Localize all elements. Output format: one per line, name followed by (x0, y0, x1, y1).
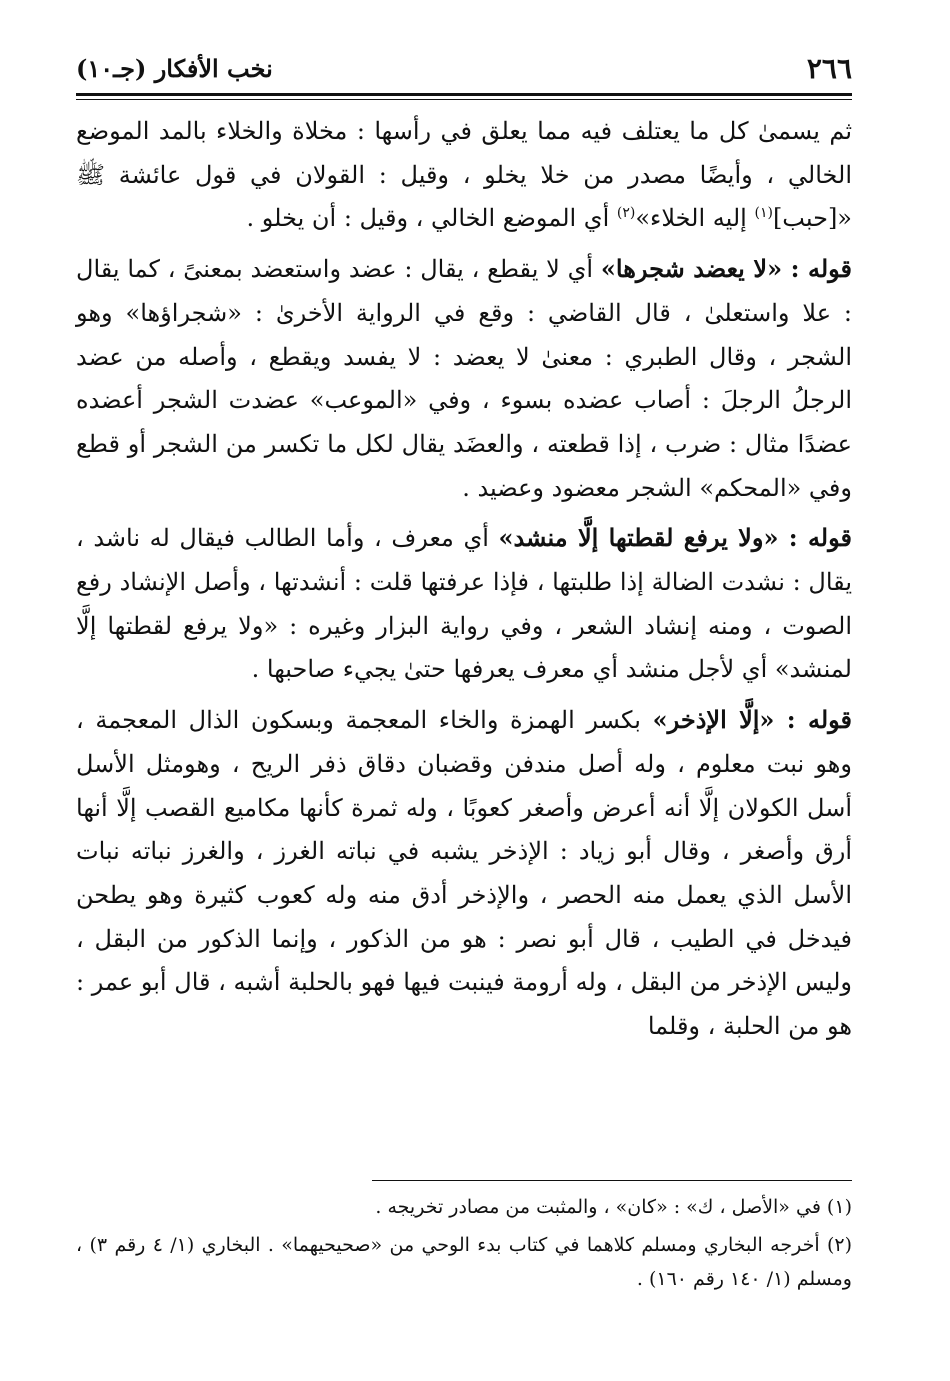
paragraph-text: أي معرف ، وأما الطالب فيقال له ناشد ، يقال : نشدت الضالة إذا طلبتها ، فإذا عرفتها قلت : أنشدتها ، وأصل الإنشاد رفع الصوت ، ومنه إنشاد الشعر ، وفي رواية البزار وغيره : «ولا يرفع لقطتها إلَّا لمنشد» أي لأجل منشد أي معرف يعرفها حتىٰ يجيء صاحبها . (76, 524, 852, 684)
paragraph-text: ثم يسمىٰ كل ما يعتلف فيه مما يعلق في رأسها : مخلاة والخلاء بالمد الموضع الخالي ، وأيضًا مصدر من خلا يخلو ، وقيل : القولان في قول عائشة ﷺ «[حبب] (76, 117, 852, 233)
paragraph-1 (76, 110, 852, 241)
paragraph-text: أي الموضع الخالي ، وقيل : أن يخلو . (246, 204, 617, 233)
header-rule-thin (76, 99, 852, 100)
header-rule (76, 93, 852, 96)
paragraph-text: إليه الخلاء» (635, 204, 755, 233)
footnote-1: (١) في «الأصل ، ك» : «كان» ، والمثبت من مصادر تخريجه . (375, 1196, 852, 1218)
paragraph-lead: قوله : «لا يعضد شجرها» (600, 254, 852, 284)
paragraph-2 (76, 247, 852, 510)
footnote-ref-2: (٢) (616, 205, 636, 222)
page-header (76, 46, 852, 90)
paragraph-lead: قوله : «إلَّا الإذخر» (652, 705, 853, 735)
paragraph-text: أي لا يقطع ، يقال : عضد واستعضد بمعنىً ، كما يقال : علا واستعلىٰ ، قال القاضي : وقع في الرواية الأخرىٰ : «شجراؤها» وهو الشجر ، وقال الطبري : معنىٰ لا يعضد : لا يفسد ويقطع ، وأصله من عضد الرجلُ الرجلَ : أصاب عضده بسوء ، وفي «الموعب» عضدت الشجر أعضده عضدًا مثال : ضرب ، إذا قطعته ، والعضَد يقال لكل ما تكسر من الشجر أو قطع وفي «المحكم» الشجر معضود وعضيد . (76, 255, 852, 502)
paragraph-4 (76, 698, 852, 1049)
paragraph-lead: قوله : «ولا يرفع لقطتها إلَّا منشد» (498, 523, 852, 553)
footnotes (76, 1190, 852, 1300)
paragraph-text: بكسر الهمزة والخاء المعجمة وبسكون الذال المعجمة ، وهو نبت معلوم ، وله أصل مندفن وقضبان دقاق ذفر الريح ، وهومثل الأسل أسل الكولان إلَّا أنه أعرض وأصغر كعوبًا ، وله ثمرة كأنها مكاميع القصب إلَّا أنها أرق وأصغر ، وقال أبو زياد : الإذخر يشبه في نباته الغرز ، والغرز نباته نبات الأسل الذي يعمل منه الحصر ، والإذخر أدق منه وله كعوب كثيرة وهو يطحن فيدخل في الطيب ، قال أبو نصر : هو من الذكور ، وإنما الذكور من البقل ، وليس الإذخر من البقل ، وله أرومة فينبت فيها فهو بالحلبة أشبه ، قال أبو عمر : هو من الحلبة ، وقلما (76, 706, 853, 1041)
running-title: نخب الأفكار (جـ١٠) (76, 53, 273, 83)
footnote-2: (٢) أخرجه البخاري ومسلم كلاهما في كتاب بدء الوحي من «صحيحيهما» . البخاري (١/ ٤ رقم ٣) ، ومسلم (١/ ١٤٠ رقم ١٦٠) . (76, 1234, 852, 1290)
footnote-separator (372, 1180, 852, 1181)
footnote-ref-1: (١) (754, 205, 773, 222)
main-text (76, 110, 852, 1049)
page-number: ٢٦٦ (806, 51, 852, 85)
paragraph-3 (76, 516, 852, 692)
